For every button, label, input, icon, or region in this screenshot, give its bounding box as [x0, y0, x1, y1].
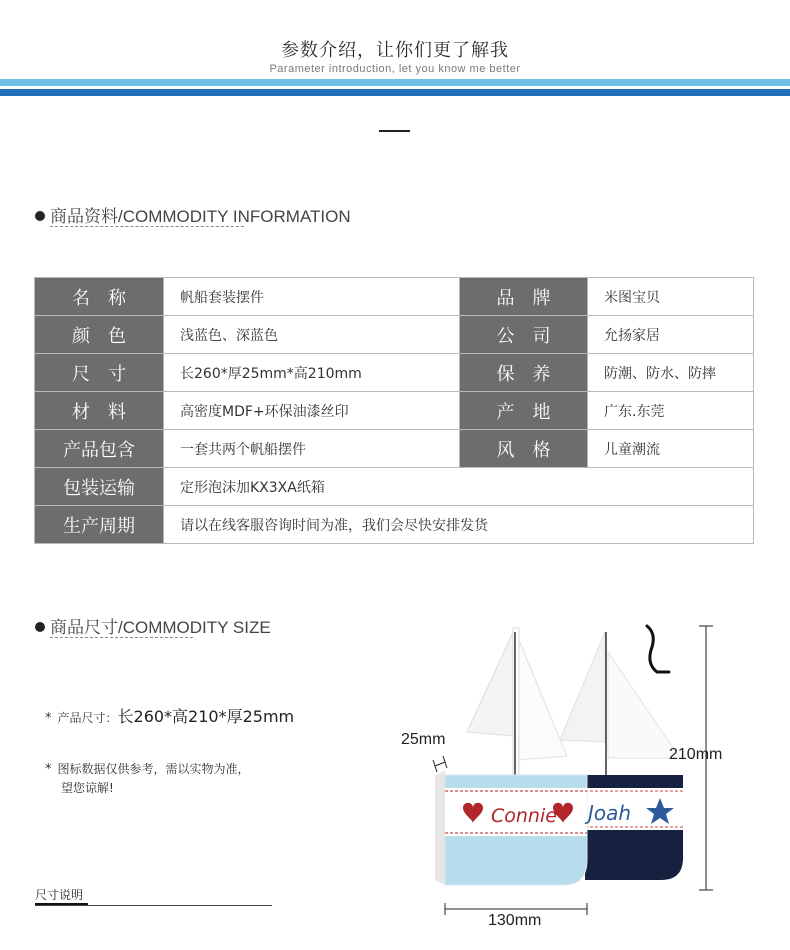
- sailboat-product-illustration: [395, 610, 780, 940]
- bullet-dot-icon: [35, 622, 45, 632]
- table-value: 长260*厚25mm*高210mm: [164, 354, 460, 392]
- table-value: 广东.东莞: [588, 392, 754, 430]
- info-heading-underline: [50, 226, 244, 227]
- table-key: 产 地: [460, 392, 588, 430]
- table-value: 帆船套装摆件: [164, 278, 460, 316]
- size-note: [45, 704, 294, 727]
- commodity-info-table: [34, 277, 754, 544]
- table-row: [35, 468, 754, 506]
- width-label: 130mm: [488, 912, 542, 929]
- table-value: 米图宝贝: [588, 278, 754, 316]
- navy-boat-hull: [585, 775, 683, 880]
- size-explanation-underline: [35, 905, 272, 906]
- table-key: 颜 色: [35, 316, 164, 354]
- page-title: 参数介绍，让你们更了解我: [281, 40, 509, 61]
- table-key: 品 牌: [460, 278, 588, 316]
- thickness-label: 25mm: [401, 731, 446, 748]
- asterisk-icon: *: [45, 711, 52, 726]
- bullet-dot-icon: [35, 211, 45, 221]
- table-key: 保 养: [460, 354, 588, 392]
- light-blue-boat-sail: [467, 628, 567, 778]
- table-key: 风 格: [460, 430, 588, 468]
- size-note-label: 产品尺寸：: [57, 711, 118, 725]
- table-row: [35, 430, 754, 468]
- table-key: 生产周期: [35, 506, 164, 544]
- table-key: 包装运输: [35, 468, 164, 506]
- asterisk-icon: *: [45, 762, 52, 777]
- size-note-value: 长260*高210*厚25mm: [117, 707, 295, 726]
- table-value: 浅蓝色、深蓝色: [164, 316, 460, 354]
- table-value: 一套共两个帆船摆件: [164, 430, 460, 468]
- table-row: [35, 392, 754, 430]
- disclaimer-line-2: 望您谅解!: [61, 781, 114, 795]
- size-heading-text: 商品尺寸/COMMODITY SIZE: [50, 618, 271, 637]
- table-value: 定形泡沫加KX3XA纸箱: [164, 468, 754, 506]
- table-key: 名 称: [35, 278, 164, 316]
- table-value: 防潮、防水、防摔: [588, 354, 754, 392]
- table-row: [35, 506, 754, 544]
- table-row: [35, 316, 754, 354]
- page-subtitle: Parameter introduction, let you know me better: [269, 63, 521, 75]
- table-key: 公 司: [460, 316, 588, 354]
- size-heading-underline: [50, 637, 193, 638]
- table-value: 允扬家居: [588, 316, 754, 354]
- navy-boat-sail: [560, 632, 680, 775]
- table-key: 产品包含: [35, 430, 164, 468]
- header-band-dark: [0, 89, 790, 96]
- boat-name-left: Connie: [491, 805, 557, 827]
- thickness-dimension-line: [433, 756, 447, 772]
- disclaimer-note: [45, 760, 250, 798]
- info-heading-text: 商品资料/COMMODITY INFORMATION: [50, 207, 351, 226]
- table-value: 高密度MDF+环保油漆丝印: [164, 392, 460, 430]
- size-section-heading: [35, 613, 271, 638]
- boat-name-right: Joah: [588, 801, 632, 825]
- swirl-icon: [647, 626, 669, 672]
- table-key: 尺 寸: [35, 354, 164, 392]
- disclaimer-line-1: 图标数据仅供参考，需以实物为准，: [57, 762, 250, 776]
- table-row: [35, 354, 754, 392]
- table-value: 儿童潮流: [588, 430, 754, 468]
- table-value: 请以在线客服咨询时间为准，我们会尽快安排发货: [164, 506, 754, 544]
- height-label: 210mm: [669, 746, 723, 763]
- size-explanation-label: 尺寸说明: [35, 888, 84, 902]
- table-key: 材 料: [35, 392, 164, 430]
- header-band-light: [0, 79, 790, 86]
- info-section-heading: [35, 202, 351, 227]
- table-row: [35, 278, 754, 316]
- divider-rule: [379, 130, 410, 132]
- light-blue-boat-hull: [435, 770, 587, 885]
